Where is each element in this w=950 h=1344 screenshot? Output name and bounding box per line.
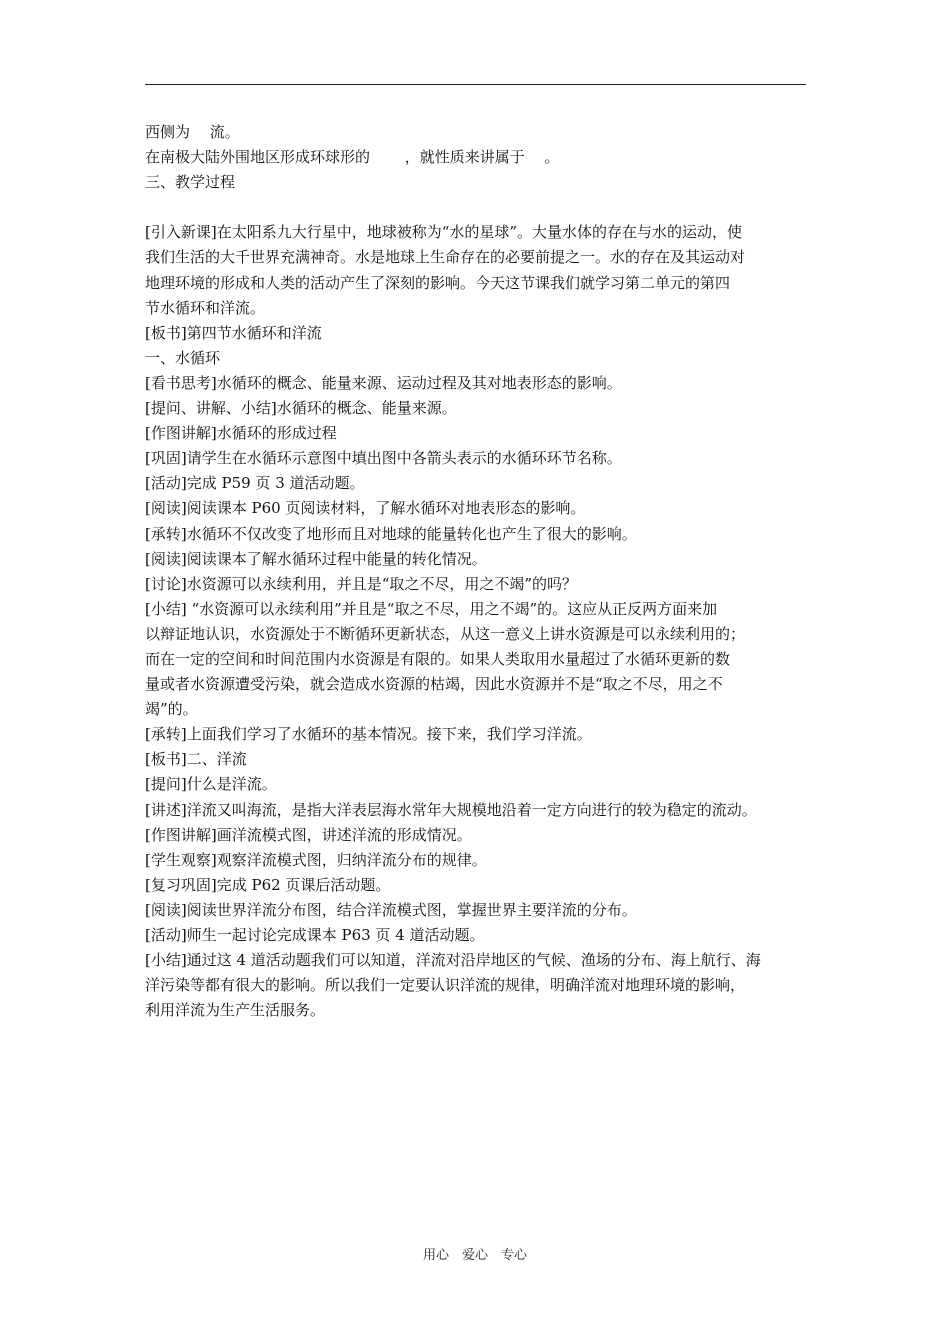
text-line: 以辩证地认识，水资源处于不断循环更新状态，从这一意义上讲水资源是可以永续利用的； — [145, 624, 746, 643]
text-line: 利用洋流为生产生活服务。 — [145, 1001, 326, 1020]
text-line: [提问、讲解、小结]水循环的概念、能量来源。 — [145, 399, 457, 418]
text-line: [承转]水循环不仅改变了地形而且对地球的能量转化也产生了很大的影响。 — [145, 524, 637, 543]
document-body — [145, 120, 817, 1023]
text-line: [看书思考]水循环的概念、能量来源、运动过程及其对地表形态的影响。 — [145, 373, 622, 392]
blank-line — [145, 195, 817, 220]
text-line: [作图讲解]水循环的形成过程 — [145, 424, 337, 443]
text-line: 竭”的。 — [145, 700, 198, 719]
section-heading: 一、水循环 — [145, 348, 221, 367]
text-line: [阅读]阅读课本了解水循环过程中能量的转化情况。 — [145, 549, 487, 568]
text-line: [活动]师生一起讨论完成课本 P63 页 4 道活动题。 — [145, 926, 485, 944]
text-line: [讨论]水资源可以永续利用，并且是“取之不尽，用之不竭”的吗？ — [145, 574, 578, 593]
text-line: [活动]完成 P59 页 3 道活动题。 — [145, 474, 365, 493]
text-line: 我们生活的大千世界充满神奇。水是地球上生命存在的必要前提之一。水的存在及其运动对 — [145, 248, 746, 267]
text-line: 而在一定的空间和时间范围内水资源是有限的。如果人类取用水量超过了水循环更新的数 — [145, 649, 731, 668]
text-line: 量或者水资源遭受污染，就会造成水资源的枯竭，因此水资源并不是“取之不尽，用之不 — [145, 675, 723, 694]
text-line: [板书]二、洋流 — [145, 750, 247, 769]
text-line: [提问]什么是洋流。 — [145, 775, 277, 794]
text-line: [阅读]阅读世界洋流分布图，结合洋流模式图，掌握世界主要洋流的分布。 — [145, 900, 637, 919]
text-line: 西侧为 流。 — [145, 123, 240, 141]
text-line: [复习巩固]完成 P62 页课后活动题。 — [145, 875, 391, 894]
text-line: [承转]上面我们学习了水循环的基本情况。接下来，我们学习洋流。 — [145, 725, 592, 744]
text-line: 在南极大陆外围地区形成环球形的 ，就性质来讲属于 。 — [145, 148, 560, 167]
page-footer: 用心 爱心 专心 — [422, 1248, 527, 1263]
text-line: [巩固]请学生在水循环示意图中填出图中各箭头表示的水循环环节名称。 — [145, 449, 622, 468]
text-line: [小结] “水资源可以永续利用”并且是“取之不尽，用之不竭”的。这应从正反两方面来加 — [145, 599, 718, 618]
text-line: 洋污染等都有很大的影响。所以我们一定要认识洋流的规律，明确洋流对地理环境的影响， — [145, 976, 746, 995]
text-line: 节水循环和洋流。 — [145, 298, 266, 317]
text-line: [讲述]洋流又叫海流，是指大洋表层海水常年大规模地沿着一定方向进行的较为稳定的流动。 — [145, 800, 757, 819]
text-line: [作图讲解]画洋流模式图，讲述洋流的形成情况。 — [145, 825, 472, 844]
text-line: 地理环境的形成和人类的活动产生了深刻的影响。今天这节课我们就学习第二单元的第四 — [145, 273, 731, 292]
text-line: [阅读]阅读课本 P60 页阅读材料，了解水循环对地表形态的影响。 — [145, 499, 586, 518]
text-line: [板书]第四节水循环和洋流 — [145, 323, 322, 342]
text-line: [引入新课]在太阳系九大行星中，地球被称为“水的星球”。大量水体的存在与水的运动，使 — [145, 223, 743, 242]
text-line: [学生观察]观察洋流模式图，归纳洋流分布的规律。 — [145, 850, 487, 869]
text-line: [小结]通过这 4 道活动题我们可以知道，洋流对沿岸地区的气候、渔场的分布、海上航行、海 — [145, 951, 761, 970]
section-heading: 三、教学过程 — [145, 173, 236, 192]
header-rule — [145, 84, 806, 85]
